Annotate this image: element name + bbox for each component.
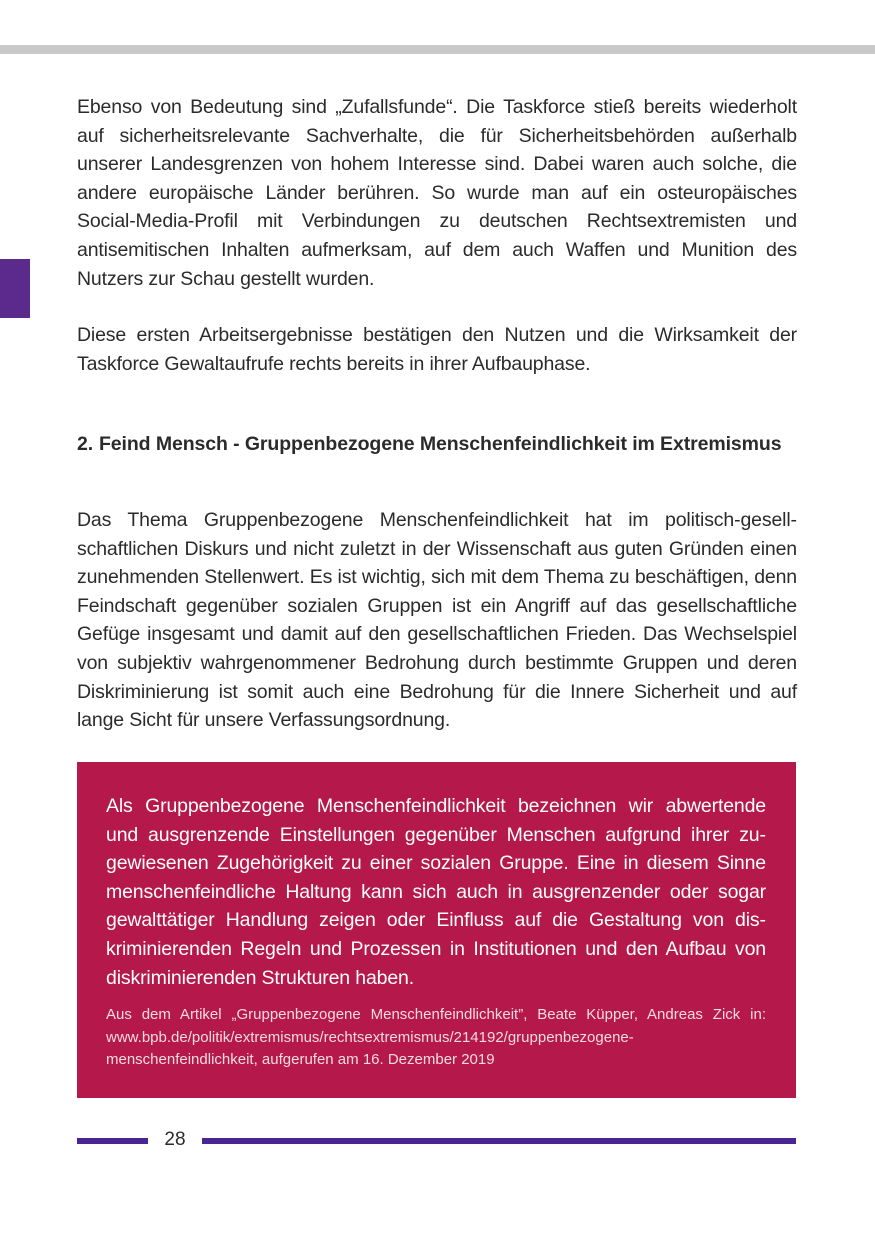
section-heading	[77, 430, 819, 459]
definition-source: Aus dem Artikel „Gruppenbezogene Menschenfeindlichkeit”, Beate Küpper, Andreas Zick in: www.bpb.de/politik/extremismus/rechtsextremismus/214192/gruppenbezogene-menschenfeindlichkeit, aufgerufen am 16. Dezember 2019	[106, 1006, 766, 1069]
body-text-block-2	[77, 321, 797, 378]
section-title: Feind Mensch - Gruppenbezogene Menschenfeindlichkeit im Extremismus	[99, 433, 782, 455]
body-text-block-1	[77, 93, 797, 293]
definition-box	[77, 762, 796, 1098]
top-rule	[0, 45, 875, 54]
footer-bar-left	[77, 1138, 148, 1144]
definition-text: Als Gruppenbezogene Menschenfeindlichkeit bezeichnen wir abwertende und ausgrenzende Einstellungen gegenüber Menschen aufgrund ihrer zugewiesenen Zugehörigkeit zu einer sozialen Gruppe. Eine in diesem Sinne menschenfeindliche Haltung kann sich auch in ausgrenzender oder sogar gewalttätiger Handlung zeigen oder Einfluss auf die Gestaltung von diskriminierenden Regeln und Prozessen in Institutionen und den Aufbau von diskriminierenden Strukturen haben.	[106, 795, 766, 989]
paragraph-zufallsfunde: Ebenso von Bedeutung sind „Zufallsfunde“. Die Taskforce stieß bereits wiederholt auf sicherheitsrelevante Sachverhalte, die für Sicherheitsbehörden außerhalb unserer Landesgrenzen von hohem Interesse sind. Dabei waren auch solche, die andere europäische Länder berühren. So wurde man auf ein osteuropäisches Social-Media-Profil mit Verbindungen zu deutschen Rechtsextremisten und antisemitischen Inhalten aufmerksam, auf dem auch Waffen und Munition des Nutzers zur Schau gestellt wurden.	[77, 96, 797, 290]
page-footer	[0, 1128, 875, 1154]
section-number: 2.	[77, 433, 94, 455]
paragraph-arbeitsergebnisse: Diese ersten Arbeitsergebnisse bestätigen den Nutzen und die Wirksamkeit der Taskforce Gewaltaufrufe rechts bereits in ihrer Aufbauphase.	[77, 324, 797, 375]
page-number: 28	[164, 1129, 186, 1150]
body-text-block-3	[77, 506, 797, 735]
chapter-marker-tab	[0, 259, 30, 318]
footer-bar-right	[202, 1138, 796, 1144]
paragraph-gmf-thema: Das Thema Gruppenbezogene Menschenfeindlichkeit hat im politisch-gesellschaftlichen Diskurs und nicht zuletzt in der Wissenschaft aus guten Gründen einen zunehmenden Stellenwert. Es ist wichtig, sich mit dem Thema zu beschäftigen, denn Feindschaft gegenüber sozialen Gruppen ist ein Angriff auf das gesellschaftliche Gefüge insgesamt und damit auf den gesellschaftlichen Frieden. Das Wechselspiel von subjektiv wahrgenommener Bedrohung durch bestimmte Gruppen und deren Diskriminierung ist somit auch eine Bedrohung für die Innere Sicherheit und auf lange Sicht für unsere Verfassungsordnung.	[77, 509, 797, 732]
